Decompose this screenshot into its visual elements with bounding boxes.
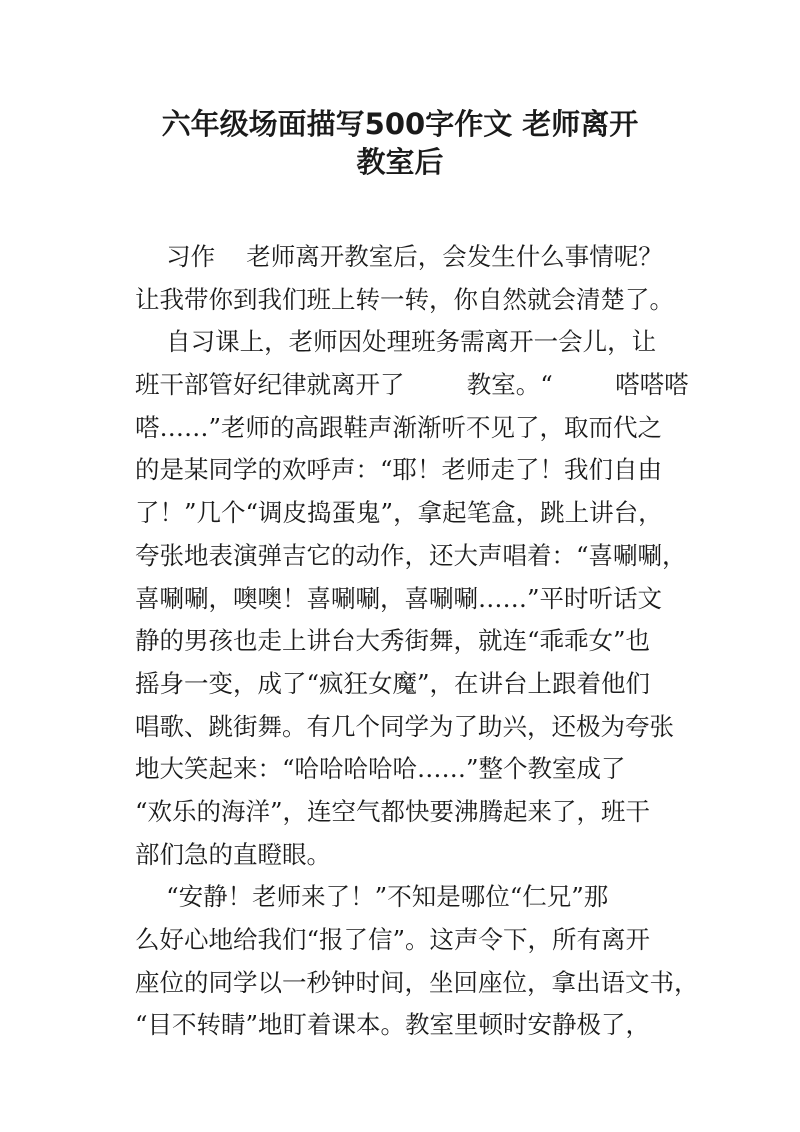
text-line: 嗒……”老师的高跟鞋声渐渐听不见了，取而代之 (135, 412, 663, 442)
text-line: 座位的同学以一秒钟时间，坐回座位，拿出语文书， (135, 967, 699, 997)
text-line: 习作 老师离开教室后，会发生什么事情呢？ (135, 242, 663, 271)
text-line: 让我带你到我们班上转一转，你自然就会清楚了。 (135, 284, 674, 314)
text-line: “欢乐的海洋”，连空气都快要沸腾起来了，班干 (135, 796, 651, 826)
text-line: 唱歌、跳街舞。有几个同学为了助兴，还极为夸张 (135, 711, 674, 741)
text-line: 的是某同学的欢呼声：“耶！老师走了！我们自由 (135, 455, 663, 485)
title-line-1: 六年级场面描写500字作文 老师离开 (161, 107, 639, 141)
text-line: 喜唰唰，噢噢！喜唰唰，喜唰唰……”平时听话文 (135, 583, 663, 613)
text-line: 班干部管好纪律就离开了 教室。“ 嗒嗒嗒 (135, 370, 689, 400)
text-line: 地大笑起来：“哈哈哈哈哈……”整个教室成了 (135, 754, 626, 784)
text-line: 么好心地给我们“报了信”。这声令下，所有离开 (135, 925, 651, 954)
text-line: 自习课上，老师因处理班务需离开一会儿，让 (135, 327, 657, 357)
text-line: 部们急的直瞪眼。 (135, 839, 331, 869)
title-line-2: 教室后 (356, 145, 444, 179)
text-line: “目不转睛”地盯着课本。教室里顿时安静极了， (135, 1010, 651, 1040)
document-body (135, 236, 699, 1047)
text-line: “安静！老师来了！”不知是哪位“仁兄”那 (135, 882, 609, 912)
text-line: 夸张地表演弹吉它的动作，还大声唱着：“喜唰唰， (135, 540, 687, 570)
text-line: 静的男孩也走上讲台大秀街舞，就连“乖乖女”也 (135, 626, 651, 656)
text-line: 了！”几个“调皮捣蛋鬼”，拿起笔盒，跳上讲台， (135, 498, 663, 528)
text-line: 摇身一变，成了“疯狂女魔”，在讲台上跟着他们 (135, 668, 651, 698)
document-title (0, 105, 800, 181)
